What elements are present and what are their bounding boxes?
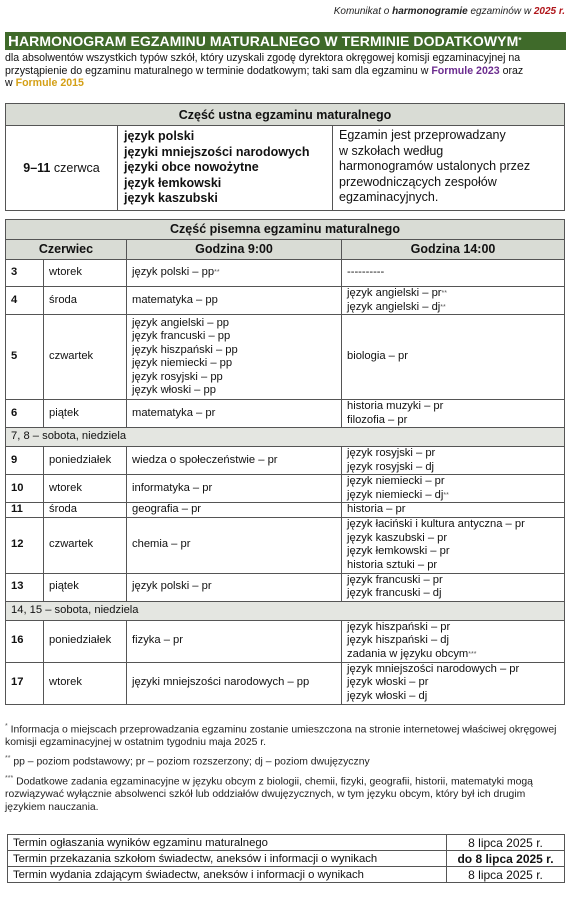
results-row xyxy=(8,851,565,867)
exam-2pm xyxy=(342,400,565,428)
results-label: Termin wydania zdającym świadectw, aneksów i informacji o wynikach xyxy=(8,867,447,883)
exam-subject: ---------- xyxy=(347,266,385,279)
exam-subject: język angielski – pp xyxy=(132,316,230,329)
oral-note-line: przewodniczących zespołów xyxy=(339,174,497,189)
exam-subject: język francuski – pp xyxy=(132,330,231,342)
exam-2pm: język hiszpański – pr język hiszpański – dj zadania w języku obcym*** xyxy=(342,620,565,662)
oral-exam-table xyxy=(5,103,565,211)
page-header: Komunikat o harmonogramie egzaminów w 2025 r. xyxy=(333,6,565,17)
weekday: środa xyxy=(44,503,127,518)
schedule-row xyxy=(6,315,565,400)
oral-languages xyxy=(118,126,333,211)
formula-2015: Formule 2015 xyxy=(15,77,84,89)
exam-9am xyxy=(127,503,342,518)
oral-note xyxy=(333,126,565,211)
weekday: czwartek xyxy=(44,315,127,400)
schedule-row xyxy=(6,447,565,475)
exam-subject: wiedza o społeczeństwie – pr xyxy=(132,453,278,466)
page-title: HARMONOGRAM EGZAMINU MATURALNEGO W TERMINIE DODATKOWYM* xyxy=(5,32,566,50)
exam-subject: język łemkowski – pr xyxy=(347,545,450,557)
day-number: 10 xyxy=(6,475,44,503)
weekday: wtorek xyxy=(44,260,127,287)
schedule-row xyxy=(6,573,565,601)
oral-language: język polski xyxy=(124,129,195,143)
schedule-row xyxy=(6,517,565,573)
exam-subject: język włoski – pr xyxy=(347,676,429,689)
weekday: piątek xyxy=(44,400,127,428)
exam-2pm xyxy=(342,573,565,601)
exam-9am: język polski – pp** xyxy=(127,260,342,287)
exam-subject: język mniejszości narodowych – pr xyxy=(347,662,520,675)
oral-note-line: Egzamin jest przeprowadzany xyxy=(339,128,506,142)
day-number: 5 xyxy=(6,315,44,400)
exam-subject: język niemiecki – pr xyxy=(347,475,445,487)
results-row xyxy=(8,867,565,883)
intro-text: dla absolwentów wszystkich typów szkół, który uzyskali zgodę dyrektora okręgowej komisji egzaminacyjnej na przystąpienie do egzaminu maturalnego w terminie dodatkowym; taki sam dla egzaminu w Formule 2023 oraz w Formule 2015 xyxy=(5,52,524,89)
day-number: 13 xyxy=(6,573,44,601)
exam-subject: język hiszpański – pp xyxy=(132,343,238,356)
oral-note-line: harmonogramów ustalonych przez xyxy=(339,159,531,173)
exam-9am xyxy=(127,287,342,315)
results-date: do 8 lipca 2025 r. xyxy=(447,851,565,867)
schedule-row xyxy=(6,475,565,503)
footnote-1: * Informacja o miejscach przeprowadzania egzaminu zostanie umieszczona na stronie internetowej właściwej okręgowej komisji egzaminacyjnej w ostatnim tygodniu maja 2025 r. xyxy=(5,723,557,749)
exam-subject: język włoski – pp xyxy=(132,384,216,396)
exam-9am xyxy=(127,400,342,428)
weekday: środa xyxy=(44,287,127,315)
exam-subject: geografia – pr xyxy=(132,503,202,515)
exam-9am xyxy=(127,620,342,662)
exam-subject: język francuski – dj xyxy=(347,587,442,599)
oral-language: język kaszubski xyxy=(124,191,218,205)
exam-subject: język angielski – pr xyxy=(347,287,442,299)
exam-2pm xyxy=(342,517,565,573)
col-month: Czerwiec xyxy=(6,240,127,260)
written-exam-table xyxy=(5,219,565,705)
weekday: poniedziałek xyxy=(44,620,127,662)
day-number: 12 xyxy=(6,517,44,573)
schedule-row xyxy=(6,260,565,287)
day-number: 4 xyxy=(6,287,44,315)
weekend-label: 7, 8 – sobota, niedziela xyxy=(6,428,565,447)
footnote-2: ** pp – poziom podstawowy; pr – poziom rozszerzony; dj – poziom dwujęzyczny xyxy=(5,755,370,768)
schedule-row xyxy=(6,287,565,315)
day-number: 9 xyxy=(6,447,44,475)
exam-subject: język łaciński i kultura antyczna – pr xyxy=(347,518,525,530)
footnote-3: *** Dodatkowe zadania egzaminacyjne w języku obcym z biologii, chemii, fizyki, geografii, historii, matematyki mogą rozwiązywać wyłącznie absolwenci szkół lub oddziałów dwujęzycznych, w tym języku obcym, który był ich drugim językiem nauczania. xyxy=(5,774,533,814)
day-number: 6 xyxy=(6,400,44,428)
exam-9am xyxy=(127,475,342,503)
exam-subject: język hiszpański – dj xyxy=(347,634,449,647)
schedule-row xyxy=(6,662,565,704)
exam-subject: historia – pr xyxy=(347,503,406,515)
exam-subject: matematyka – pr xyxy=(132,406,216,419)
exam-subject: biologia – pr xyxy=(347,350,408,363)
exam-subject: historia muzyki – pr xyxy=(347,400,444,412)
oral-note-line: egzaminacyjnych. xyxy=(339,190,439,204)
results-date: 8 lipca 2025 r. xyxy=(447,867,565,883)
exam-9am xyxy=(127,517,342,573)
exam-subject: język polski – pp xyxy=(132,266,215,279)
exam-subject: język rosyjski – pr xyxy=(347,447,436,459)
exam-subject: historia sztuki – pr xyxy=(347,558,438,571)
exam-subject: język niemiecki – pp xyxy=(132,357,233,369)
weekday: czwartek xyxy=(44,517,127,573)
exam-2pm: język angielski – pr** język angielski – dj** xyxy=(342,287,565,315)
oral-language: języki mniejszości narodowych xyxy=(124,144,310,159)
oral-language: języki obce nowożytne xyxy=(124,160,259,174)
exam-subject: język rosyjski – pp xyxy=(132,370,223,383)
results-table xyxy=(7,834,565,883)
day-number: 3 xyxy=(6,260,44,287)
written-heading: Część pisemna egzaminu maturalnego xyxy=(6,220,565,240)
weekday: wtorek xyxy=(44,662,127,704)
exam-subject: język francuski – pr xyxy=(347,573,443,586)
exam-2pm: język niemiecki – pr język niemiecki – dj** xyxy=(342,475,565,503)
exam-2pm xyxy=(342,315,565,400)
exam-9am xyxy=(127,447,342,475)
exam-subject: język angielski – dj xyxy=(347,300,441,313)
oral-heading: Część ustna egzaminu maturalnego xyxy=(6,104,565,126)
schedule-row xyxy=(6,503,565,518)
oral-language: język łemkowski xyxy=(124,175,222,190)
exam-subject: język niemiecki – dj xyxy=(347,488,444,501)
footnotes xyxy=(5,720,567,817)
weekend-row xyxy=(6,601,565,620)
exam-subject: matematyka – pp xyxy=(132,293,218,306)
exam-subject: fizyka – pr xyxy=(132,634,183,647)
exam-subject: język polski – pr xyxy=(132,580,212,593)
exam-subject: chemia – pr xyxy=(132,538,191,551)
exam-subject: informatyka – pr xyxy=(132,481,213,494)
exam-subject: język kaszubski – pr xyxy=(347,531,448,544)
exam-2pm xyxy=(342,260,565,287)
exam-9am xyxy=(127,573,342,601)
oral-date: 9–11 czerwca xyxy=(6,126,118,211)
exam-2pm xyxy=(342,503,565,518)
exam-9am xyxy=(127,315,342,400)
formula-2023: Formule 2023 xyxy=(431,64,500,77)
exam-subject: język rosyjski – dj xyxy=(347,460,435,473)
weekend-label: 14, 15 – sobota, niedziela xyxy=(6,601,565,620)
day-number: 11 xyxy=(6,503,44,518)
schedule-row xyxy=(6,620,565,662)
exam-2pm xyxy=(342,447,565,475)
oral-note-line: w szkołach według xyxy=(339,143,444,158)
weekday: piątek xyxy=(44,573,127,601)
exam-9am xyxy=(127,662,342,704)
schedule-row xyxy=(6,400,565,428)
exam-subject: filozofia – pr xyxy=(347,413,408,426)
results-label: Termin ogłaszania wyników egzaminu maturalnego xyxy=(8,835,447,851)
exam-subject: zadania w języku obcym xyxy=(347,647,469,660)
exam-subject: język hiszpański – pr xyxy=(347,620,451,633)
exam-subject: języki mniejszości narodowych – pp xyxy=(132,676,310,689)
weekday: wtorek xyxy=(44,475,127,503)
results-row xyxy=(8,835,565,851)
day-number: 16 xyxy=(6,620,44,662)
col-9am: Godzina 9:00 xyxy=(127,240,342,260)
day-number: 17 xyxy=(6,662,44,704)
weekend-row xyxy=(6,428,565,447)
results-label: Termin przekazania szkołom świadectw, aneksów i informacji o wynikach xyxy=(8,851,447,867)
col-2pm: Godzina 14:00 xyxy=(342,240,565,260)
exam-2pm xyxy=(342,662,565,704)
exam-subject: język włoski – dj xyxy=(347,689,428,702)
weekday: poniedziałek xyxy=(44,447,127,475)
results-date: 8 lipca 2025 r. xyxy=(447,835,565,851)
